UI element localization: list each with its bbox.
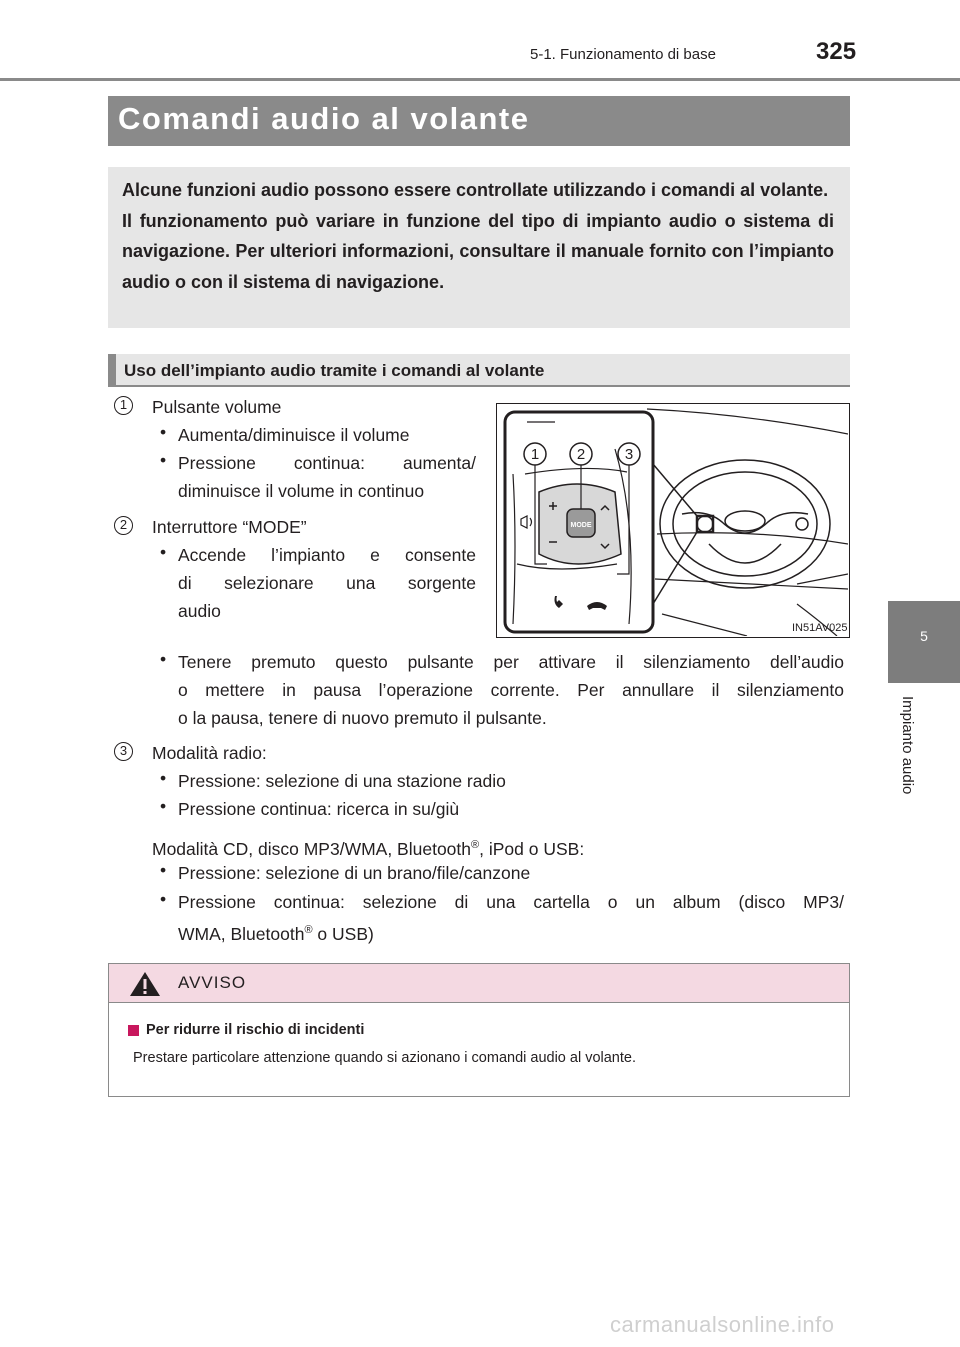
bullet-marker: •	[160, 796, 167, 816]
media-bullet-part-2: o USB)	[312, 923, 374, 944]
page-number: 325	[816, 38, 857, 65]
illustration-svg	[497, 404, 848, 636]
item-2-bullet-2-line-3: o la pausa, tenere di nuovo premuto il pulsante.	[178, 708, 547, 728]
item-number-3: 3	[114, 742, 133, 761]
item-number-1: 1	[114, 396, 133, 415]
header-rule	[0, 78, 960, 81]
page-title: Comandi audio al volante	[118, 101, 530, 136]
warning-title: AVVISO	[178, 973, 247, 992]
callout-3-label: 3	[624, 446, 634, 463]
bullet-marker: •	[160, 768, 167, 788]
media-bullet-part-1: WMA, Bluetooth	[178, 923, 305, 944]
item-3-media-bullet-1: Pressione: selezione di un brano/file/canzone	[178, 863, 531, 883]
item-3-radio-bullet-1: Pressione: selezione di una stazione radio	[178, 771, 506, 791]
steering-switch-illustration	[496, 403, 850, 638]
item-2-bullet-2-line-1: Tenere premuto questo pulsante per attivare il silenziamento dell’audio	[178, 652, 844, 672]
bullet-marker: •	[160, 649, 167, 669]
bullet-marker: •	[160, 860, 167, 880]
item-2-bullet-1-line-1: Accende l’impianto e consente	[178, 545, 476, 565]
item-3-radio-bullet-2: Pressione continua: ricerca in su/giù	[178, 799, 460, 819]
warning-text: Prestare particolare attenzione quando si azionano i comandi audio al volante.	[133, 1050, 636, 1066]
subheading: Uso dell’impianto audio tramite i comandi al volante	[124, 361, 545, 380]
bullet-marker: •	[160, 889, 167, 909]
warning-bullet-square	[128, 1025, 139, 1036]
chapter-tab-number: 5	[920, 628, 928, 644]
warning-triangle-icon	[128, 970, 162, 1003]
media-title-part-1: Modalità CD, disco MP3/WMA, Bluetooth	[152, 838, 472, 859]
bullet-marker: •	[160, 450, 167, 470]
item-number-2: 2	[114, 516, 133, 535]
warning-subtitle: Per ridurre il rischio di incidenti	[146, 1022, 365, 1038]
media-title-part-2: , iPod o USB:	[479, 838, 585, 859]
callout-2-label: 2	[576, 446, 586, 463]
registered-mark: ®	[304, 924, 313, 936]
registered-mark: ®	[471, 839, 480, 851]
item-1-bullet-2-line-1: Pressione continua: aumenta/	[178, 453, 476, 473]
bullet-marker: •	[160, 542, 167, 562]
bullet-marker: •	[160, 422, 167, 442]
mode-label: MODE	[570, 522, 592, 529]
item-3-media-bullet-2-line-2	[178, 916, 374, 948]
item-1-title: Pulsante volume	[152, 397, 282, 417]
item-1-bullet-2-line-2: diminuisce il volume in continuo	[178, 481, 425, 501]
item-3-media-bullet-2-line-1: Pressione continua: selezione di una cartella o un album (disco MP3/	[178, 892, 844, 912]
steering-wheel-icon	[660, 460, 830, 588]
running-header-section: 5-1. Funzionamento di base	[530, 46, 716, 63]
intro-text: Alcune funzioni audio possono essere controllate utilizzando i comandi al volante. Il funzionamento può variare in funzione del tipo di impianto audio o sistema di navigazione. Per ulteriori informazioni, consultare il manuale fornito con l’impianto audio o con il sistema di navigazione.	[122, 180, 834, 293]
chapter-tab-label: Impianto audio	[899, 696, 916, 795]
item-2-title: Interruttore “MODE”	[152, 517, 307, 537]
item-2-bullet-2-line-2: o mettere in pausa l’operazione corrente. Per annullare il silenziamento	[178, 680, 844, 700]
figure-code: IN51AV025	[792, 622, 848, 634]
item-1-bullet-1: Aumenta/diminuisce il volume	[178, 425, 410, 445]
watermark: carmanualsonline.info	[610, 1312, 835, 1337]
item-2-bullet-1-line-3: audio	[178, 601, 221, 621]
item-2-bullet-1-line-2: di selezionare una sorgente	[178, 573, 476, 593]
callout-1-label: 1	[530, 446, 540, 463]
item-3-radio-title: Modalità radio:	[152, 743, 267, 763]
